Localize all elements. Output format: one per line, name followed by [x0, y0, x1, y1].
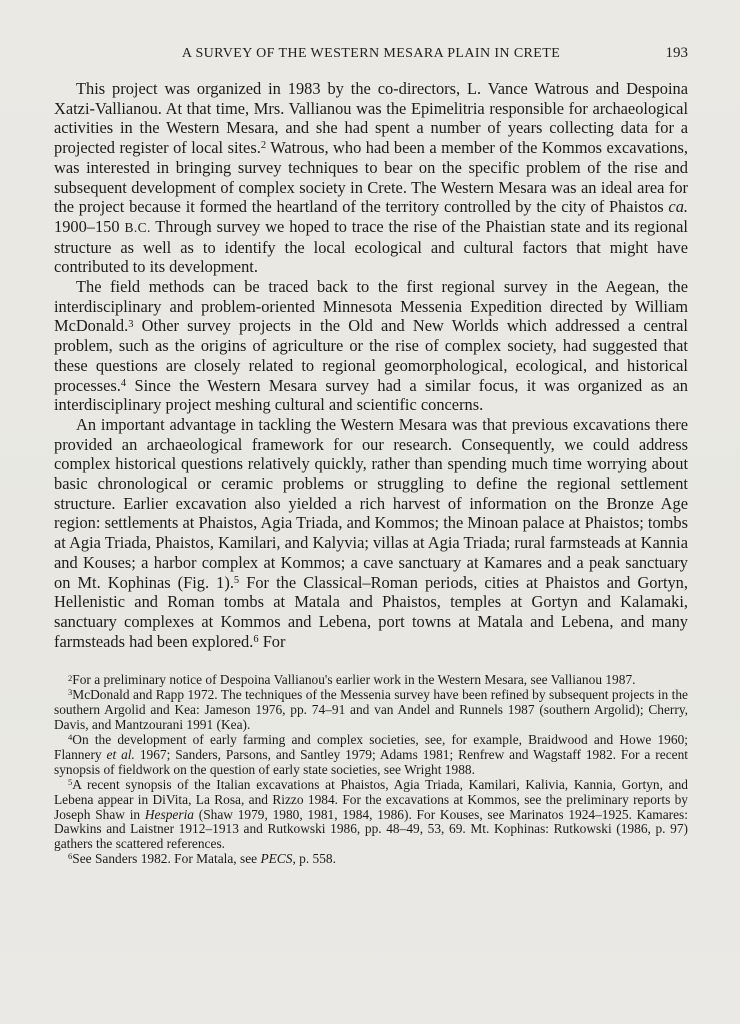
footnote-ref: 4 [120, 377, 127, 389]
text-run: This project was organized in 1983 by the co-directors, L. Vance Watrous and Despoina Xatzi-Vallianou. At that time, Mrs. Vallianou was the Epimelitria responsible for archaeological activities in the Western Mesara, and she had spent a number of years collecting data for a projected register of local sites. [54, 79, 688, 158]
text-run: PECS [260, 851, 293, 867]
text-run: Watrous, who had been a member of the Kommos excavations, was interested in bringing survey techniques to bear on the specific problem of the rise and subsequent development of complex society in Crete. The Western Mesara was an ideal area for the project because it formed the heartland of the territory controlled by the city of Phaistos [54, 138, 688, 217]
text-run: For the Classical–Roman periods, cities at Phaistos and Gortyn, Hellenistic and Roman tombs at Matala and Phaistos, temples at Gortyn and Kalamaki, sanctuary complexes at Kommos and Lebena, port towns at Matala and Lebena, and many farmsteads had been explored. [54, 572, 688, 651]
text-run: (Shaw 1979, 1980, 1981, 1984, 1986). For Kouses, see Marinatos 1924–1925. Kamares: Dawkins and Laistner 1912–1913 and Rutkowski 1986, pp. 48–49, 53, 69. Mt. Kophinas: Rutkowski (1986, p. 97) gathers the scattered references. [54, 806, 688, 852]
text-run: et al. [106, 746, 135, 762]
text-run: Other survey projects in the Old and New Worlds which addressed a central problem, such as the origins of agriculture or the rise of complex society, had suggested that these questions are closely related to regional geomorphological, ecological, and historical processes. [54, 316, 688, 395]
footnotes-block [54, 673, 688, 867]
text-run: See Sanders 1982. For Matala, see [72, 851, 261, 867]
text-run: Through survey we hoped to trace the rise of the Phaistian state and its regional structure as well as to identify the local ecological and cultural factors that might have contributed to its development. [54, 216, 688, 277]
text-run: Hesperia [144, 806, 194, 822]
footnote [54, 852, 688, 867]
paragraph [54, 277, 688, 415]
footnote-ref: 3 [128, 318, 134, 330]
text-run: The field methods can be traced back to the first regional survey in the Aegean, the interdisciplinary and problem-oriented Minnesota Messenia Expedition directed by William McDonald. [54, 277, 688, 336]
footnote [54, 673, 688, 688]
text-run: On the development of early farming and complex societies, see, for example, Braidwood and Howe 1960; Flannery [54, 732, 688, 762]
running-header [54, 46, 688, 62]
text-run: ca. [668, 197, 688, 217]
footnote-ref: 5 [233, 574, 240, 586]
article-body [54, 79, 688, 651]
footnote [54, 688, 688, 733]
text-run: A recent synopsis of the Italian excavations at Phaistos, Agia Triada, Kamilari, Kalivia, Kannia, Gortyn, and Lebena appear in DiVita, La Rosa, and Rizzo 1984. For the excavations at Kommos, see the preliminary reports by Joseph Shaw in [54, 776, 688, 822]
text-run: For a preliminary notice of Despoina Vallianou's earlier work in the Western Mesara, see Vallianou 1987. [72, 672, 636, 688]
footnote [54, 778, 688, 853]
footnote [54, 733, 688, 778]
text-run: 1900–150 [54, 216, 125, 236]
text-run: Since the Western Mesara survey had a similar focus, it was organized as an interdisciplinary project meshing cultural and scientific concerns. [54, 375, 688, 415]
footnote-ref: 3 [68, 687, 73, 698]
footnote-ref: 2 [68, 672, 73, 683]
running-head-title: A SURVEY OF THE WESTERN MESARA PLAIN IN CRETE [181, 46, 561, 61]
footnote-ref: 2 [260, 140, 267, 152]
text-run: B.C. [124, 219, 151, 235]
footnote-ref: 6 [253, 633, 259, 645]
paragraph [54, 415, 688, 651]
text-run: An important advantage in tackling the Western Mesara was that previous excavations there provided an archaeological framework for our research. Consequently, we could address complex historical questions relatively quickly, rather than spending much time worrying about basic chronological or ceramic problems or struggling to define the regional settlement structure. Earlier excavation also yielded a rich harvest of information on the Bronze Age region: settlements at Phaistos, Agia Triada, and Kommos; the Minoan palace at Phaistos; tombs at Agia Triada, Phaistos, Kamilari, and Kalyvia; villas at Agia Triada; rural farmsteads at Kannia and Kouses; a harbor complex at Kommos; a cave sanctuary at Kamares and a peak sanctuary on Mt. Kophinas (Fig. 1). [54, 414, 688, 592]
text-run: For [258, 631, 286, 651]
text-run: McDonald and Rapp 1972. The techniques of the Messenia survey have been refined by subsequent projects in the southern Argolid and Kea: Jameson 1976, pp. 74–91 and van Andel and Runnels 1987 (southern Argolid); Cherry, Davis, and Mantzourani 1991 (Kea). [54, 687, 688, 733]
text-run: , p. 558. [292, 851, 336, 867]
page-number: 193 [665, 45, 688, 61]
paragraph [54, 79, 688, 277]
footnote-ref: 5 [68, 776, 73, 787]
footnote-ref: 4 [68, 732, 73, 743]
text-run: 1967; Sanders, Parsons, and Santley 1979; Adams 1981; Renfrew and Wagstaff 1982. For a recent synopsis of fieldwork on the question of early state societies, see Wright 1988. [54, 746, 689, 777]
footnote-ref: 6 [68, 851, 73, 862]
